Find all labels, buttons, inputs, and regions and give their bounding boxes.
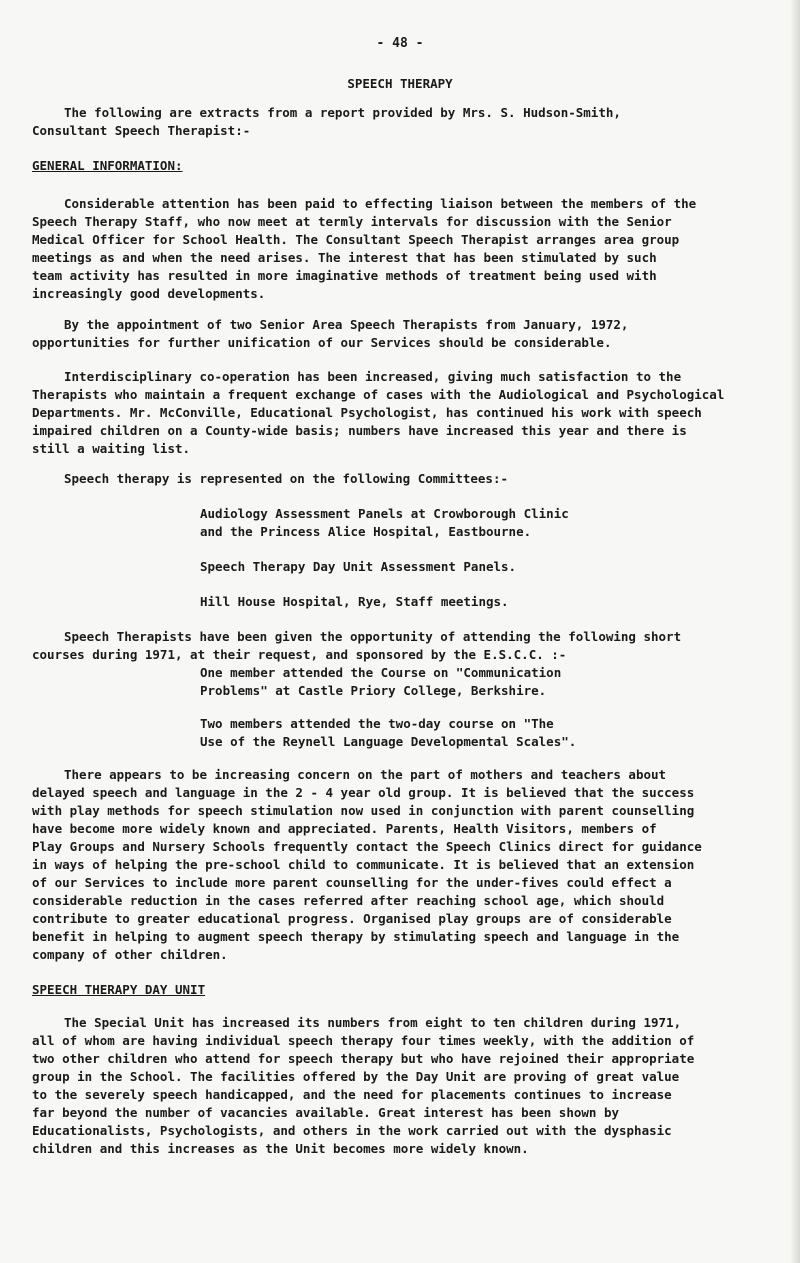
committees-intro: Speech therapy is represented on the following Committees:-: [64, 471, 509, 486]
courses-intro: Speech Therapists have been given the opportunity of attending the following short courses during 1971, at their request, and sponsored by the E.S.C.C. :-: [32, 629, 682, 662]
paragraph-interdisciplinary: Interdisciplinary co-operation has been increased, giving much satisfaction to the Therapists who maintain a frequent exchange of cases with the Audiological and Psychological Departments. Mr. McConville, Educational Psychologist, has continued his work with speech impaired children on a County-wide basis; numbers have increased this year and there is still a waiting list.: [32, 369, 725, 456]
course-item: One member attended the Course on "Communication Problems" at Castle Priory College, Berkshire.: [200, 665, 562, 698]
day-unit-heading: SPEECH THERAPY DAY UNIT: [32, 982, 206, 997]
paragraph-appointment: By the appointment of two Senior Area Speech Therapists from January, 1972, opportunities for further unification of our Services should be considerable.: [32, 317, 629, 350]
page-number: - 48 -: [376, 36, 424, 51]
committee-item: Hill House Hospital, Rye, Staff meetings.: [200, 594, 509, 609]
paragraph-concern: There appears to be increasing concern on the part of mothers and teachers about delayed speech and language in the 2 - 4 year old group. It is believed that the success with play methods for speech stimulation now used in conjunction with parent counselling have become more widely known and appreciated. Parents, Health Visitors, members of Play Groups and Nursery Schools frequently contact the Speech Clinics direct for guidance in ways of helping the pre-school child to communicate. It is believed that an extension of our Services to include more parent counselling for the under-fives could effect a considerable reduction in the cases referred after reaching school age, which should contribute to greater educational progress. Organised play groups are of considerable benefit in helping to augment speech therapy by stimulating speech and language in the company of other children.: [32, 767, 702, 962]
committee-item: Speech Therapy Day Unit Assessment Panels.: [200, 559, 517, 574]
page-title: SPEECH THERAPY: [347, 76, 453, 91]
page-edge-shadow: [790, 0, 800, 1263]
paragraph-day-unit: The Special Unit has increased its numbers from eight to ten children during 1971, all of whom are having individual speech therapy four times weekly, with the addition of two other children who attend for speech therapy but who have rejoined their appropriate group in the School. The facilities offered by the Day Unit are proving of great value to the severely speech handicapped, and the need for placements continues to increase far beyond the number of vacancies available. Great interest has been shown by Educationalists, Psychologists, and others in the work carried out with the dysphasic children and this increases as the Unit becomes more widely known.: [32, 1015, 695, 1156]
paragraph-liaison: Considerable attention has been paid to effecting liaison between the members of the Speech Therapy Staff, who now meet at termly intervals for discussion with the Senior Medical Officer for School Health. The Consultant Speech Therapist arranges area group meetings as and when the need arises. The interest that has been stimulated by such team activity has resulted in more imaginative methods of treatment being used with increasingly good developments.: [32, 196, 697, 301]
intro-paragraph: The following are extracts from a report provided by Mrs. S. Hudson-Smith, Consultant Speech Therapist:-: [32, 105, 621, 138]
committee-item: Audiology Assessment Panels at Crowborough Clinic and the Princess Alice Hospital, Eastbourne.: [200, 506, 569, 539]
general-information-heading: GENERAL INFORMATION:: [32, 158, 183, 173]
course-item: Two members attended the two-day course on "The Use of the Reynell Language Developmental Scales".: [200, 716, 577, 749]
